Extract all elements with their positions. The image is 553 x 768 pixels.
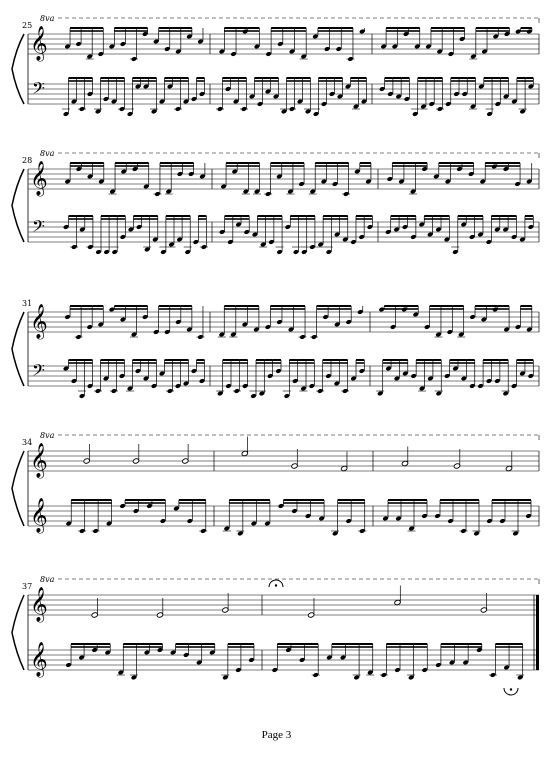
treble-clef-icon: 𝄞: [30, 443, 48, 478]
bass-clef-icon: 𝄢: [32, 216, 45, 240]
fermata-dot: [510, 688, 512, 690]
brace: [12, 312, 24, 386]
measure-number: 31: [22, 299, 33, 308]
measure-number: 37: [22, 582, 33, 591]
measure-number: 28: [22, 156, 33, 165]
bass-clef-icon: 𝄢: [32, 78, 45, 102]
ottava-mark: 8va: [40, 431, 55, 440]
music-system: [12, 149, 539, 255]
fermata-dot: [275, 584, 277, 586]
ottava-mark: 8va: [40, 149, 55, 158]
brace: [12, 451, 24, 526]
treble-clef-icon: 𝄞: [30, 161, 48, 196]
page-number: Page 3: [261, 729, 292, 741]
treble-clef-icon: 𝄞: [30, 642, 48, 677]
ottava-mark: 8va: [40, 14, 55, 23]
treble-clef-icon: 𝄞: [30, 498, 48, 533]
music-system: [12, 299, 539, 399]
treble-clef-icon: 𝄞: [30, 26, 48, 61]
bass-clef-icon: 𝄢: [32, 360, 45, 384]
treble-clef-icon: 𝄞: [30, 587, 48, 622]
measure-number: 34: [22, 438, 33, 447]
music-system: [12, 431, 539, 536]
treble-clef-icon: 𝄞: [30, 304, 48, 339]
brace: [12, 34, 24, 104]
measure-number: 25: [22, 21, 33, 30]
ottava-mark: 8va: [40, 575, 55, 584]
final-barline-thick: [536, 595, 539, 670]
brace: [12, 595, 24, 670]
music-system: [12, 14, 539, 117]
music-system: [12, 575, 539, 695]
brace: [12, 169, 24, 242]
